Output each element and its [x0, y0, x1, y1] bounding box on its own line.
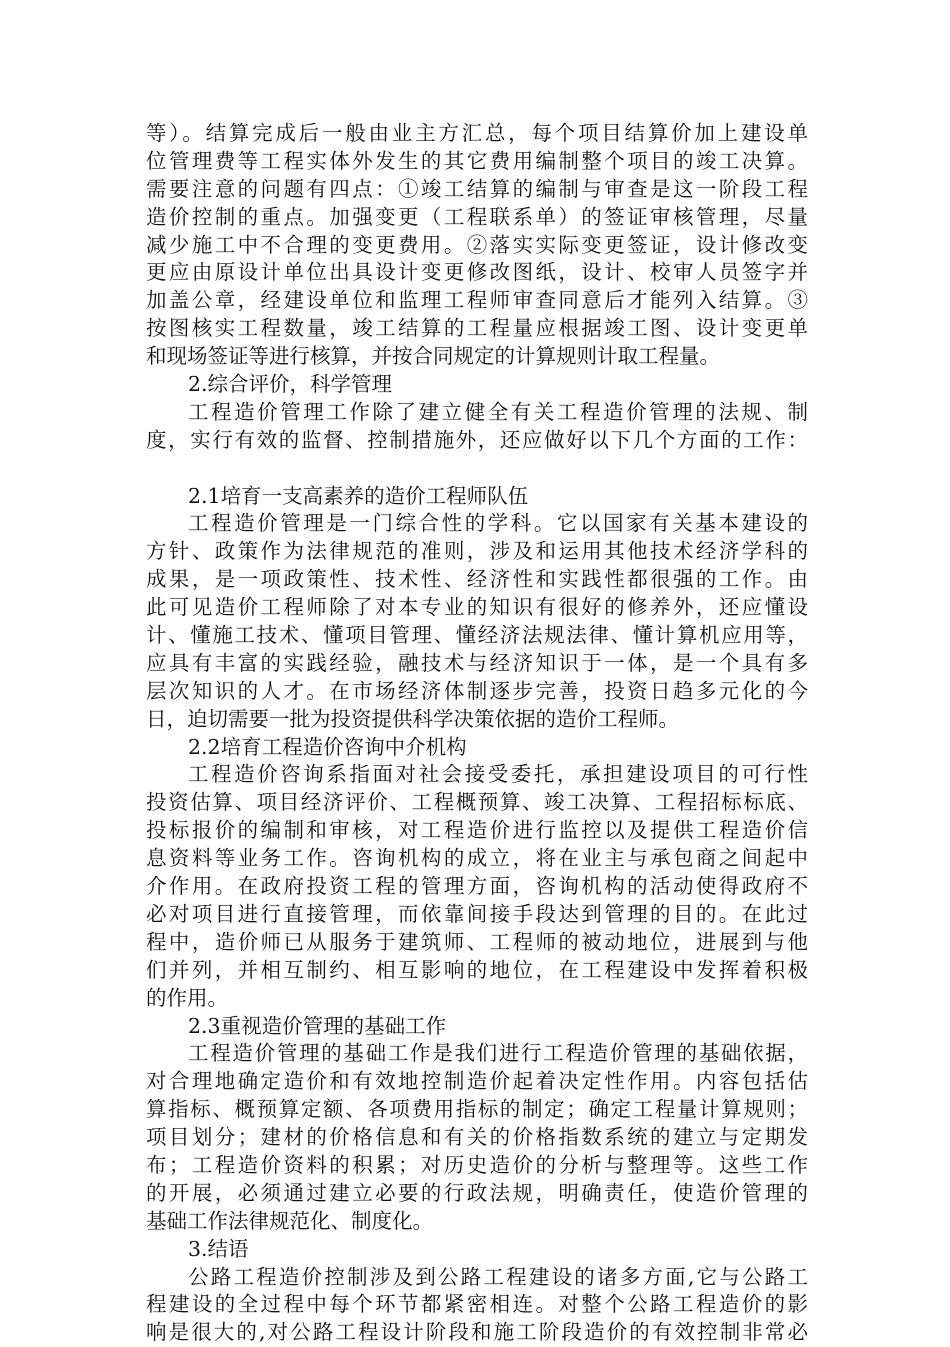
section-heading: 2.2培育工程造价咨询中介机构 — [188, 734, 467, 759]
text-line: 和现场签证等进行核算，并按合同规定的计算规则计取工程量。 — [146, 344, 720, 369]
text-line: 必对项目进行直接管理，而依靠间接手段达到管理的目的。在此过 — [146, 901, 808, 926]
section-heading: 2.1培育一支高素养的造价工程师队伍 — [188, 483, 529, 508]
text-line: 工程造价管理是一门综合性的学科。它以国家有关基本建设的 — [188, 511, 808, 536]
text-line: 工程造价管理的基础工作是我们进行工程造价管理的基础依据， — [188, 1041, 808, 1066]
text-line: 更应由原设计单位出具设计变更修改图纸，设计、校审人员签字并 — [146, 260, 808, 285]
text-line: 层次知识的人才。在市场经济体制逐步完善，投资日趋多元化的今 — [146, 678, 808, 703]
text-line: 布；工程造价资料的积累；对历史造价的分析与整理等。这些工作 — [146, 1152, 808, 1177]
text-line: 介作用。在政府投资工程的管理方面，咨询机构的活动使得政府不 — [146, 874, 808, 899]
text-line: 位管理费等工程实体外发生的其它费用编制整个项目的竣工决算。 — [146, 148, 808, 173]
blank-line — [146, 455, 808, 483]
text-line: 们并列，并相互制约、相互影响的地位，在工程建设中发挥着积极 — [146, 957, 808, 982]
text-line: 计、懂施工技术、懂项目管理、懂经济法规法律、懂计算机应用等， — [146, 623, 808, 648]
text-line: 造价控制的重点。加强变更（工程联系单）的签证审核管理，尽量 — [146, 204, 808, 229]
text-line: 算指标、概预算定额、各项费用指标的制定；确定工程量计算规则； — [146, 1097, 808, 1122]
text-line: 加盖公章，经建设单位和监理工程师审查同意后才能列入结算。③ — [146, 288, 808, 313]
text-line: 等）。结算完成后一般由业主方汇总，每个项目结算价加上建设单 — [146, 121, 808, 145]
text-line: 成果，是一项政策性、技术性、经济性和实践性都很强的工作。由 — [146, 567, 808, 592]
text-line: 投资估算、项目经济评价、工程概预算、竣工决算、工程招标标底、 — [146, 790, 808, 815]
text-line: 需要注意的问题有四点：①竣工结算的编制与审查是这一阶段工程 — [146, 176, 808, 201]
text-line: 此可见造价工程师除了对本专业的知识有很好的修养外，还应懂设 — [146, 595, 808, 620]
text-line: 公路工程造价控制涉及到公路工程建设的诸多方面,它与公路工 — [188, 1264, 808, 1289]
document-body — [146, 120, 808, 1347]
text-line: 工程造价管理工作除了建立健全有关工程造价管理的法规、制 — [188, 399, 808, 424]
text-line: 度，实行有效的监督、控制措施外，还应做好以下几个方面的工作： — [146, 427, 808, 452]
section-heading: 2.综合评价，科学管理 — [188, 372, 393, 397]
text-line: 对合理地确定造价和有效地控制造价起着决定性作用。内容包括估 — [146, 1069, 808, 1094]
text-line: 基础工作法律规范化、制度化。 — [146, 1208, 433, 1233]
text-line: 息资料等业务工作。咨询机构的成立，将在业主与承包商之间起中 — [146, 846, 808, 871]
text-line: 项目划分；建材的价格信息和有关的价格指数系统的建立与定期发 — [146, 1125, 808, 1150]
text-line: 应具有丰富的实践经验，融技术与经济知识于一体，是一个具有多 — [146, 650, 808, 675]
text-line: 减少施工中不合理的变更费用。②落实实际变更签证，设计修改变 — [146, 232, 808, 257]
section-heading: 2.3重视造价管理的基础工作 — [188, 1013, 447, 1038]
section-heading: 3.结语 — [188, 1236, 249, 1261]
text-line: 的开展，必须通过建立必要的行政法规，明确责任，使造价管理的 — [146, 1180, 808, 1205]
text-line: 按图核实工程数量，竣工结算的工程量应根据竣工图、设计变更单 — [146, 316, 808, 341]
text-line: 响是很大的,对公路工程设计阶段和施工阶段造价的有效控制非常必 — [146, 1320, 808, 1345]
text-line: 投标报价的编制和审核，对工程造价进行监控以及提供工程造价信 — [146, 818, 808, 843]
text-line: 日，迫切需要一批为投资提供科学决策依据的造价工程师。 — [146, 706, 679, 731]
text-line: 的作用。 — [146, 985, 228, 1010]
text-line: 方针、政策作为法律规范的准则，涉及和运用其他技术经济学科的 — [146, 539, 808, 564]
text-line: 程中，造价师已从服务于建筑师、工程师的被动地位，进展到与他 — [146, 929, 808, 954]
text-line: 程建设的全过程中每个环节都紧密相连。对整个公路工程造价的影 — [146, 1292, 808, 1317]
text-line: 工程造价咨询系指面对社会接受委托，承担建设项目的可行性 — [188, 762, 808, 787]
